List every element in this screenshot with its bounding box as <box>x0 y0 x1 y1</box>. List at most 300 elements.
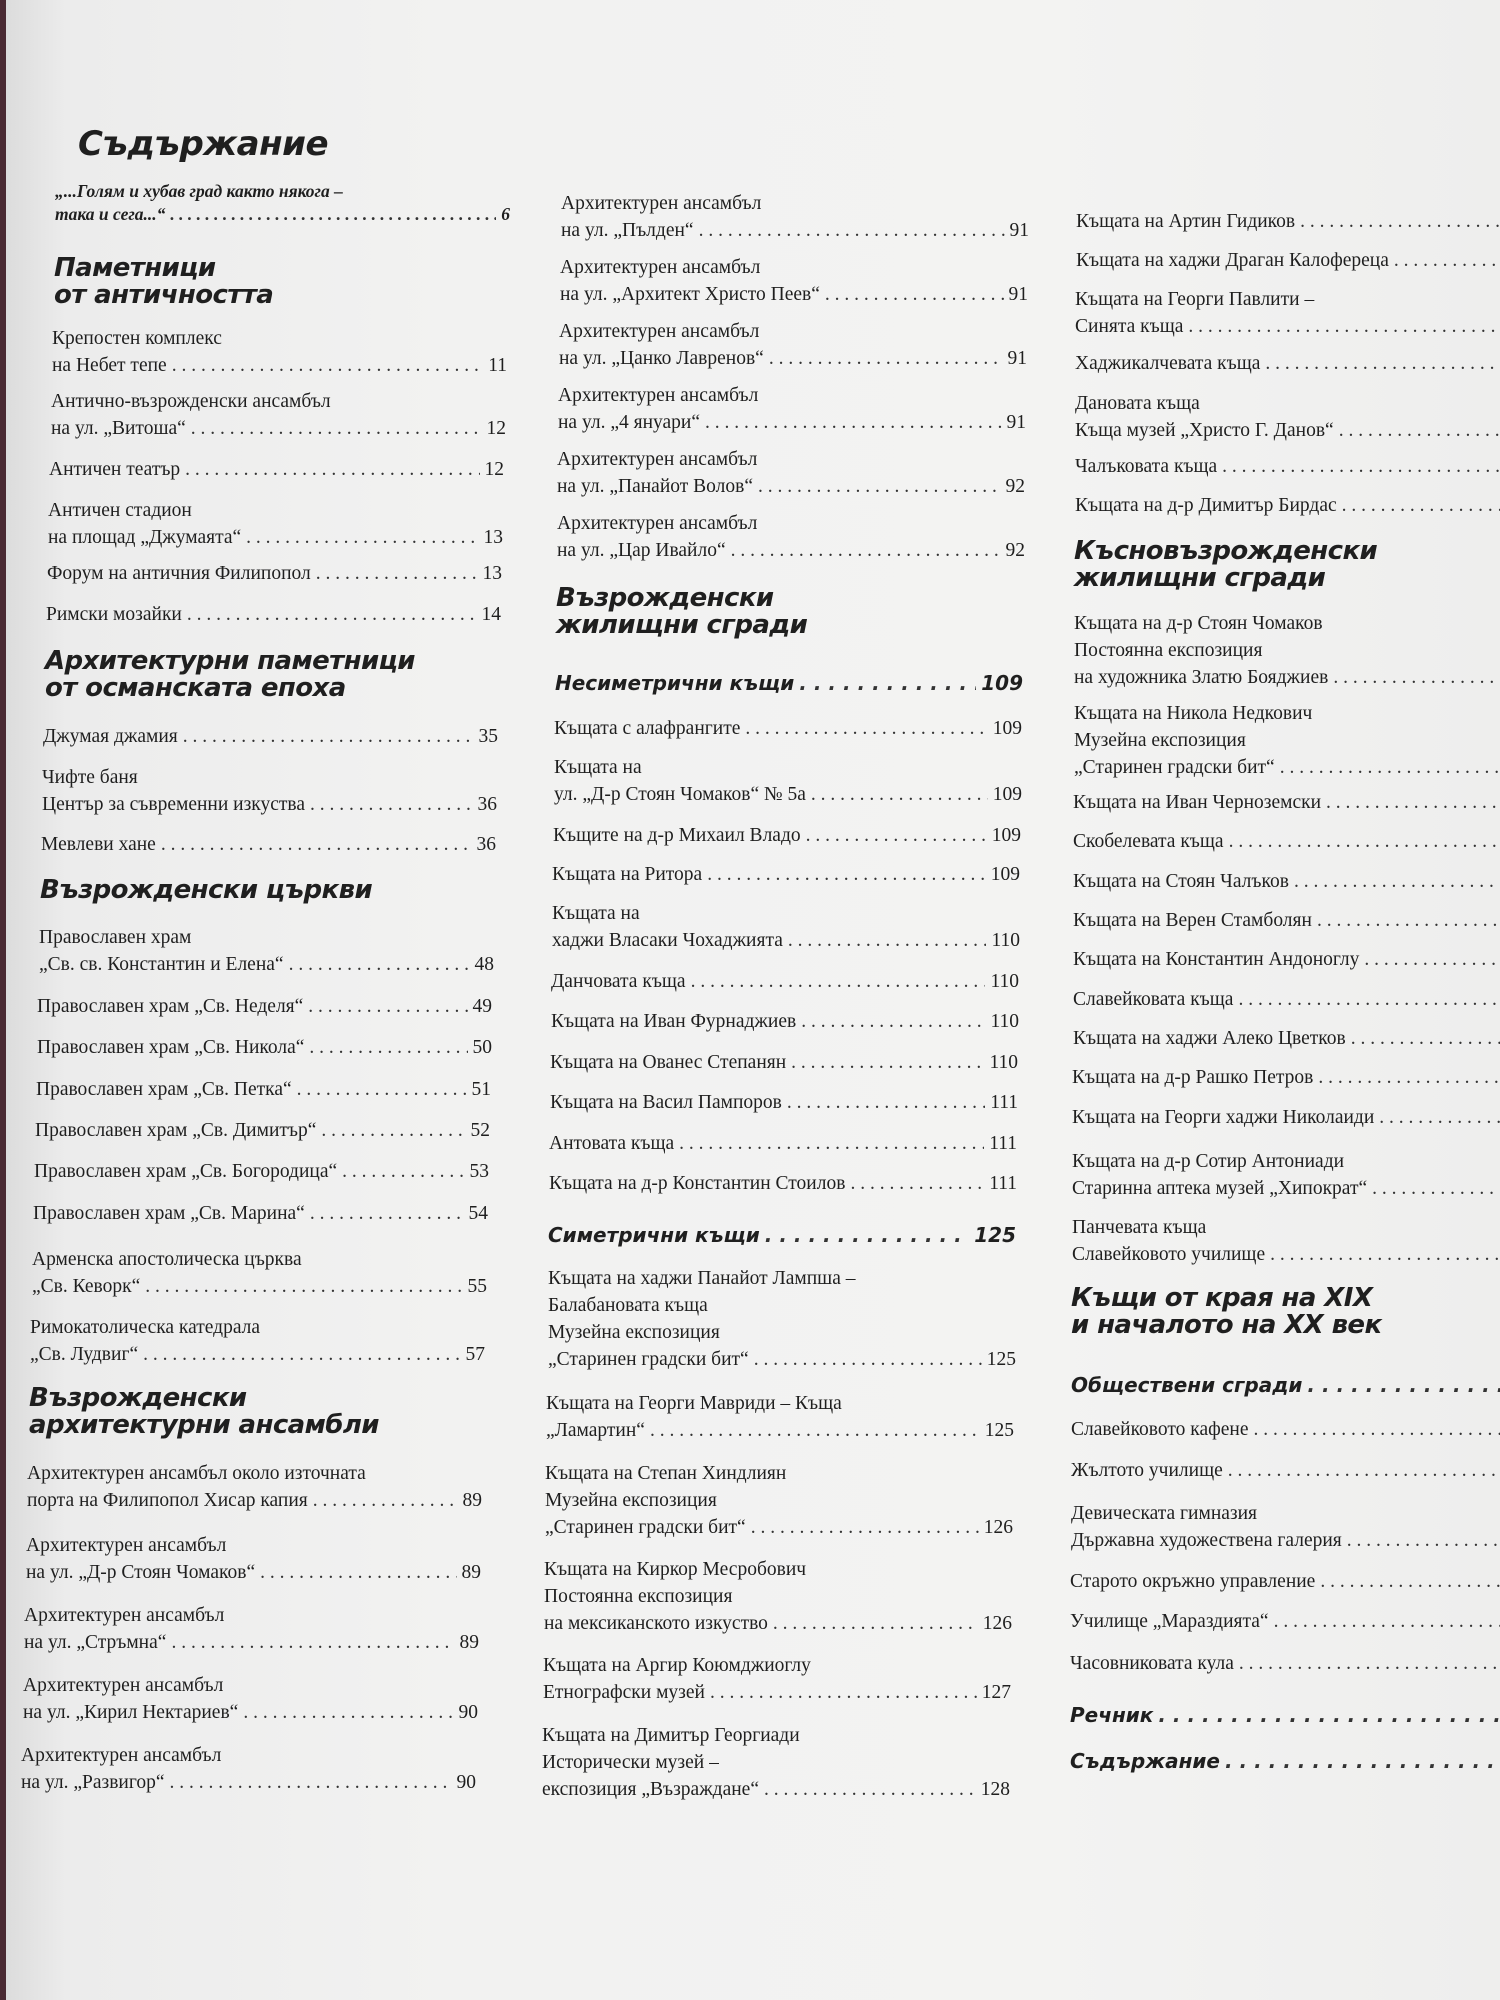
page-number: 109 <box>990 864 1020 885</box>
toc-subsection-entry[interactable] <box>1070 1702 1500 1729</box>
toc-entry[interactable] <box>1072 1214 1500 1268</box>
page-number: 90 <box>458 1702 478 1723</box>
page-number: 111 <box>989 1173 1017 1194</box>
toc-entry-title: Джумая джамия <box>43 726 178 747</box>
section-heading <box>1071 1285 1382 1339</box>
toc-entry-title: Православен храм „Св. Богородица“ <box>34 1161 338 1182</box>
toc-entry-title: на ул. „Развигор“ <box>21 1772 165 1793</box>
page-number: 111 <box>990 1092 1018 1113</box>
dot-leader <box>788 927 987 954</box>
dot-leader <box>1229 828 1500 855</box>
section-heading-line: Възрожденски <box>556 583 774 613</box>
section-heading-line: жилищни сгради <box>556 610 808 640</box>
toc-entry[interactable] <box>1073 789 1500 816</box>
toc-entry-title: Дановата къща <box>1075 393 1200 414</box>
dot-leader <box>679 1130 984 1157</box>
toc-entry-title: Архитектурен ансамбъл около източната <box>27 1463 366 1484</box>
toc-entry-title: Къщата на д-р Димитър Бирдас <box>1075 495 1337 516</box>
page-number: 91 <box>1006 412 1026 433</box>
toc-entry-title: Къща музей „Христо Г. Данов“ <box>1075 420 1334 441</box>
dot-leader <box>1318 1064 1500 1091</box>
toc-entry[interactable] <box>551 968 1019 995</box>
page-number: 13 <box>482 563 502 584</box>
page-number: 109 <box>992 784 1022 805</box>
section-heading <box>1074 538 1377 592</box>
dot-leader <box>1347 1527 1500 1554</box>
toc-entry-title: Къщата на хаджи Алеко Цветков <box>1073 1028 1346 1049</box>
page-number: 91 <box>1007 348 1027 369</box>
dot-leader <box>1342 492 1500 519</box>
toc-entry[interactable] <box>1070 1650 1500 1677</box>
toc-entry[interactable] <box>548 1265 1016 1373</box>
dot-leader <box>769 345 1003 372</box>
toc-entry[interactable] <box>542 1722 1010 1803</box>
toc-entry-title: Скобелевата къща <box>1073 831 1224 852</box>
page-number: 54 <box>468 1203 488 1224</box>
toc-entry[interactable] <box>554 715 1022 742</box>
dot-leader <box>1326 789 1500 816</box>
toc-entry-title: Славейковото училище <box>1072 1244 1266 1265</box>
dot-leader <box>825 281 1004 308</box>
toc-entry[interactable] <box>1076 208 1500 235</box>
dot-leader <box>707 861 986 888</box>
toc-entry[interactable] <box>552 861 1020 888</box>
toc-column-3 <box>1070 0 1500 2000</box>
toc-subsection-entry[interactable] <box>548 1222 1016 1249</box>
toc-entry[interactable] <box>559 318 1027 372</box>
dot-leader <box>191 415 482 442</box>
toc-entry-title: „Св. Лудвиг“ <box>30 1344 139 1365</box>
toc-entry-title: Данчовата къща <box>551 971 686 992</box>
page-number: 91 <box>1009 220 1029 241</box>
toc-entry[interactable] <box>23 1672 478 1726</box>
toc-column-2 <box>542 0 1031 2000</box>
dot-leader <box>1238 986 1500 1013</box>
toc-entry-title: Православен храм „Св. Никола“ <box>37 1037 305 1058</box>
toc-entry[interactable] <box>1072 1104 1500 1131</box>
dot-leader <box>791 1049 984 1076</box>
toc-entry-title: Античен стадион <box>48 500 192 521</box>
toc-entry[interactable] <box>1073 1025 1500 1052</box>
toc-entry[interactable] <box>26 1532 481 1586</box>
toc-entry-title: на художника Златю Бояджиев <box>1074 667 1329 688</box>
section-heading <box>40 877 372 904</box>
toc-entry[interactable] <box>30 1314 485 1368</box>
toc-entry-title: Православен храм „Св. Димитър“ <box>35 1120 317 1141</box>
toc-entry-title: Къщата на д-р Сотир Антониади <box>1072 1151 1345 1172</box>
toc-entry[interactable] <box>1074 610 1500 691</box>
toc-entry[interactable] <box>35 1117 490 1144</box>
toc-entry-title: на Небет тепе <box>52 355 167 376</box>
dot-leader <box>260 1559 456 1586</box>
toc-entry-title: Музейна експозиция <box>545 1490 717 1511</box>
page-number: 109 <box>981 671 1023 695</box>
toc-entry[interactable] <box>27 1460 482 1514</box>
toc-entry-title: на ул. „Цар Ивайло“ <box>557 540 726 561</box>
toc-entry-title: Архитектурен ансамбъл <box>21 1745 222 1766</box>
dot-leader <box>1188 313 1500 340</box>
dot-leader <box>313 1487 458 1514</box>
toc-entry[interactable] <box>36 1076 491 1103</box>
dot-leader <box>145 1273 462 1300</box>
toc-entry-title: Къщата на Ованес Степанян <box>550 1052 787 1073</box>
toc-entry-title: „Старинен градски бит“ <box>545 1517 746 1538</box>
toc-entry[interactable] <box>1076 247 1500 274</box>
toc-entry[interactable] <box>554 754 1022 808</box>
toc-subsection-entry[interactable] <box>555 670 1023 697</box>
toc-entry[interactable] <box>553 822 1021 849</box>
toc-entry-title: Архитектурен ансамбъл <box>24 1605 225 1626</box>
toc-entry-title: „Старинен градски бит“ <box>548 1349 749 1370</box>
toc-entry[interactable] <box>543 1652 1011 1706</box>
toc-entry-title: Център за съвременни изкуства <box>42 794 306 815</box>
toc-entry-title: Архитектурен ансамбъл <box>559 321 760 342</box>
page-number: 49 <box>472 996 492 1017</box>
dot-leader <box>172 352 484 379</box>
toc-entry-title: Къщата на хаджи Панайот Лампша – <box>548 1268 856 1289</box>
page-number: 110 <box>989 1052 1018 1073</box>
toc-entry[interactable] <box>1075 492 1500 519</box>
toc-entry-title: Синята къща <box>1075 316 1184 337</box>
dot-leader <box>1372 1175 1500 1202</box>
toc-entry[interactable] <box>1070 1608 1500 1635</box>
toc-entry[interactable] <box>561 190 1029 244</box>
toc-entry-title: Училище „Мараздията“ <box>1070 1611 1269 1632</box>
dot-leader <box>765 1222 969 1249</box>
dot-leader <box>811 781 988 808</box>
toc-entry-title: Обществени сгради <box>1071 1373 1303 1397</box>
toc-entry-title: Девическата гимназия <box>1071 1503 1258 1524</box>
page-number: 48 <box>474 954 494 975</box>
toc-entry[interactable] <box>49 456 504 483</box>
toc-entry-title: порта на Филипопол Хисар капия <box>27 1490 308 1511</box>
dot-leader <box>806 822 987 849</box>
toc-entry[interactable] <box>55 180 510 226</box>
dot-leader <box>1300 208 1500 235</box>
section-heading <box>45 648 415 702</box>
page-number: 128 <box>980 1779 1010 1800</box>
dot-leader <box>705 409 1001 436</box>
section-heading-line: Късновъзрожденски <box>1074 536 1378 566</box>
page-number: 110 <box>991 930 1020 951</box>
page-number: 50 <box>472 1037 492 1058</box>
toc-entry-title: ул. „Д-р Стоян Чомаков“ № 5а <box>554 784 806 805</box>
section-heading-line: от античността <box>54 280 274 310</box>
dot-leader <box>787 1089 985 1116</box>
dot-leader <box>309 1034 467 1061</box>
toc-entry-title: „Св. св. Константин и Елена“ <box>39 954 284 975</box>
toc-entry-title: Антовата къща <box>549 1133 675 1154</box>
toc-entry[interactable] <box>42 764 497 818</box>
dot-leader <box>699 217 1005 244</box>
toc-entry-title: Антично-възрожденски ансамбъл <box>51 391 331 412</box>
dot-leader <box>310 791 472 818</box>
dot-leader <box>710 1679 977 1706</box>
toc-entry[interactable] <box>552 900 1020 954</box>
toc-entry-title: Къщата с алафрангите <box>554 718 741 739</box>
toc-entry-title: Мевлеви хане <box>41 834 156 855</box>
toc-entry-title: Къщата на д-р Рашко Петров <box>1072 1067 1314 1088</box>
toc-entry-title: Къщата на Степан Хиндлиян <box>545 1463 787 1484</box>
dot-leader <box>342 1158 464 1185</box>
page-number: 36 <box>476 834 496 855</box>
toc-entry-title: Православен храм <box>39 927 192 948</box>
toc-entry-title: „...Голям и хубав град както някога – <box>55 181 343 201</box>
dot-leader <box>650 1417 980 1444</box>
toc-entry-title: Арменска апостолическа църква <box>32 1249 302 1270</box>
dot-leader <box>801 1008 985 1035</box>
toc-entry-title: Къщата на <box>552 903 640 924</box>
toc-entry-title: хаджи Власаки Чохаджията <box>552 930 783 951</box>
toc-entry[interactable] <box>544 1556 1012 1637</box>
page-number: 91 <box>1008 284 1028 305</box>
toc-entry-title: Архитектурен ансамбъл <box>557 449 758 470</box>
toc-entry-title: Славейковото кафене <box>1071 1419 1249 1440</box>
dot-leader <box>1225 1748 1500 1775</box>
page-number: 53 <box>469 1161 489 1182</box>
page-number: 110 <box>990 971 1019 992</box>
toc-entry-title: Къщата на Константин Андоноглу <box>1073 949 1360 970</box>
toc-entry-title: Православен храм „Св. Марина“ <box>33 1203 305 1224</box>
toc-entry[interactable] <box>39 924 494 978</box>
toc-entry[interactable] <box>560 254 1028 308</box>
toc-entry-title: Къщата на д-р Константин Стоилов <box>549 1173 846 1194</box>
toc-entry-title: Симетрични къщи <box>548 1223 760 1247</box>
toc-entry[interactable] <box>43 723 498 750</box>
page-number: 110 <box>990 1011 1019 1032</box>
dot-leader <box>1394 247 1500 274</box>
dot-leader <box>143 1341 460 1368</box>
toc-entry-title: Несиметрични къщи <box>555 671 795 695</box>
toc-entry[interactable] <box>21 1742 476 1796</box>
toc-entry[interactable] <box>37 993 492 1020</box>
toc-entry-title: на ул. „Цанко Лавренов“ <box>559 348 764 369</box>
toc-entry-title: на ул. „Кирил Нектариев“ <box>23 1702 239 1723</box>
dot-leader <box>1158 1702 1500 1729</box>
toc-entry-title: Къщата на хаджи Драган Калофереца <box>1076 250 1389 271</box>
toc-entry-title: Архитектурен ансамбъл <box>561 193 762 214</box>
toc-entry-title: Римски мозайки <box>46 604 182 625</box>
toc-entry[interactable] <box>48 497 503 551</box>
toc-entry-title: на ул. „Витоша“ <box>51 418 186 439</box>
toc-entry[interactable] <box>32 1246 487 1300</box>
toc-entry-title: на площад „Джумаята“ <box>48 527 242 548</box>
toc-entry[interactable] <box>47 560 502 587</box>
toc-entry[interactable] <box>33 1200 488 1227</box>
toc-entry[interactable] <box>1075 286 1500 340</box>
toc-entry[interactable] <box>545 1460 1013 1541</box>
toc-entry[interactable] <box>546 1390 1014 1444</box>
dot-leader <box>1239 1650 1500 1677</box>
toc-entry-title: на ул. „Пълден“ <box>561 220 694 241</box>
toc-entry-title: Архитектурен ансамбъл <box>557 513 758 534</box>
toc-entry[interactable] <box>1073 907 1500 934</box>
dot-leader <box>691 968 986 995</box>
toc-entry[interactable] <box>1070 1568 1500 1595</box>
toc-entry[interactable] <box>550 1089 1018 1116</box>
page-title: Съдържание <box>78 124 328 164</box>
toc-entry[interactable] <box>1072 1064 1500 1091</box>
page-number: 52 <box>470 1120 490 1141</box>
toc-entry-title: Часовниковата кула <box>1070 1653 1234 1674</box>
toc-entry-title: на ул. „Стръмна“ <box>24 1632 167 1653</box>
section-heading <box>556 585 807 639</box>
toc-entry-title: Къщата на Иван Черноземски <box>1073 792 1322 813</box>
toc-entry-title: Съдържание <box>1070 1749 1220 1773</box>
dot-leader <box>754 1346 982 1373</box>
dot-leader <box>297 1076 467 1103</box>
toc-entry-title: Римокатолическа катедрала <box>30 1317 261 1338</box>
dot-leader <box>1253 1416 1500 1443</box>
page-number: 125 <box>974 1223 1016 1247</box>
toc-entry-title: Православен храм „Св. Петка“ <box>36 1079 292 1100</box>
page-number: 14 <box>481 604 501 625</box>
toc-entry[interactable] <box>1073 828 1500 855</box>
toc-entry-title: Къщата на Киркор Месробович <box>544 1559 807 1580</box>
dot-leader <box>1270 1241 1500 1268</box>
toc-entry-title: Къщата на Васил Пампоров <box>550 1092 782 1113</box>
section-heading-line: жилищни сгради <box>1074 563 1326 593</box>
toc-entry-title: Хаджикалчевата къща <box>1075 353 1261 374</box>
section-heading-line: от османската епоха <box>45 673 346 703</box>
page-number: 13 <box>483 527 503 548</box>
toc-entry[interactable] <box>1071 1500 1500 1554</box>
toc-entry[interactable] <box>1075 453 1500 480</box>
dot-leader <box>764 1776 976 1803</box>
page-number: 111 <box>989 1133 1017 1154</box>
toc-entry[interactable] <box>34 1158 489 1185</box>
toc-entry[interactable] <box>52 325 507 379</box>
toc-entry-title: Панчевата къща <box>1072 1217 1207 1238</box>
section-heading-line: Възрожденски църкви <box>40 875 373 905</box>
dot-leader <box>1265 350 1500 377</box>
toc-entry-title: Държавна художествена галерия <box>1071 1530 1342 1551</box>
toc-entry-title: Къщата на <box>554 757 642 778</box>
toc-entry[interactable] <box>549 1130 1017 1157</box>
toc-entry-title: Исторически музей – <box>542 1752 719 1773</box>
toc-entry-title: Къщата на Никола Недкович <box>1074 703 1313 724</box>
section-heading <box>54 255 273 309</box>
toc-entry-title: Къщата на Аргир Коюмджиоглу <box>543 1655 811 1676</box>
toc-subsection-entry[interactable] <box>1070 1748 1500 1775</box>
toc-entry[interactable] <box>550 1049 1018 1076</box>
toc-entry-title: на ул. „Архитект Христо Пеев“ <box>560 284 820 305</box>
section-heading-line: Паметници <box>54 253 216 283</box>
toc-entry-title: Архитектурен ансамбъл <box>558 385 759 406</box>
toc-entry-title: Постоянна експозиция <box>1074 640 1263 661</box>
dot-leader <box>171 1629 454 1656</box>
dot-leader <box>1222 453 1500 480</box>
toc-entry[interactable] <box>557 510 1025 564</box>
toc-entry-title: Форум на античния Филипопол <box>47 563 311 584</box>
page-number: 51 <box>471 1079 491 1100</box>
section-heading-line: архитектурни ансамбли <box>29 1410 379 1440</box>
page-number: 126 <box>982 1613 1012 1634</box>
toc-entry-title: експозиция „Възраждане“ <box>542 1779 759 1800</box>
toc-entry-title: Музейна експозиция <box>1074 730 1246 751</box>
toc-entry[interactable] <box>557 446 1025 500</box>
dot-leader <box>170 1769 452 1796</box>
dot-leader <box>773 1610 978 1637</box>
toc-entry-title: Къщата на Артин Гидиков <box>1076 211 1296 232</box>
toc-entry-title: Славейковата къща <box>1073 989 1234 1010</box>
page-number: 109 <box>992 718 1022 739</box>
dot-leader <box>289 951 470 978</box>
toc-entry-title: „Св. Кеворк“ <box>32 1276 141 1297</box>
toc-entry[interactable] <box>1075 350 1500 377</box>
dot-leader <box>731 537 1001 564</box>
toc-entry-title: Чифте баня <box>42 767 138 788</box>
toc-entry-title: Къщата на Иван Фурнаджиев <box>551 1011 797 1032</box>
section-heading-line: Къщи от края на XIX <box>1071 1283 1373 1313</box>
toc-entry-title: Старото окръжно управление <box>1070 1571 1316 1592</box>
toc-entry[interactable] <box>1073 986 1500 1013</box>
toc-entry[interactable] <box>1073 946 1500 973</box>
toc-subsection-entry[interactable] <box>1071 1372 1500 1399</box>
toc-entry-title: на ул. „Панайот Волов“ <box>557 476 753 497</box>
toc-entry-title: Къщата на Георги Павлити – <box>1075 289 1315 310</box>
dot-leader <box>246 524 478 551</box>
toc-entry[interactable] <box>549 1170 1017 1197</box>
toc-entry-title: Къщата на Георги хаджи Николаиди <box>1072 1107 1375 1128</box>
page-number: 6 <box>501 204 510 224</box>
toc-entry-title: Архитектурен ансамбъл <box>560 257 761 278</box>
toc-entry[interactable] <box>51 388 506 442</box>
dot-leader <box>1339 417 1500 444</box>
section-heading-line: Архитектурни паметници <box>45 646 415 676</box>
toc-entry[interactable] <box>551 1008 1019 1035</box>
section-heading-line: Възрожденски <box>29 1383 247 1413</box>
toc-entry-title: Къщата на д-р Стоян Чомаков <box>1074 613 1323 634</box>
toc-entry[interactable] <box>46 601 501 628</box>
dot-leader <box>1379 1104 1500 1131</box>
page-number: 36 <box>477 794 497 815</box>
toc-entry[interactable] <box>1073 868 1500 895</box>
toc-entry[interactable] <box>1075 390 1500 444</box>
dot-leader <box>1280 754 1500 781</box>
toc-entry[interactable] <box>1071 1457 1500 1484</box>
toc-entry[interactable] <box>1071 1416 1500 1443</box>
page-number: 12 <box>484 459 504 480</box>
page-number: 125 <box>984 1420 1014 1441</box>
dot-leader <box>183 723 474 750</box>
dot-leader <box>1307 1372 1500 1399</box>
toc-entry-title: Къщата на Верен Стамболян <box>1073 910 1312 931</box>
toc-entry[interactable] <box>37 1034 492 1061</box>
toc-entry[interactable] <box>41 831 496 858</box>
toc-entry-title: Речник <box>1070 1703 1154 1727</box>
toc-entry-title: Жълтото училище <box>1071 1460 1223 1481</box>
page-number: 89 <box>459 1632 479 1653</box>
dot-leader <box>310 1200 464 1227</box>
toc-entry-title: Православен храм „Св. Неделя“ <box>37 996 304 1017</box>
toc-column-1 <box>21 0 511 2000</box>
dot-leader <box>243 1699 453 1726</box>
dot-leader <box>1320 1568 1500 1595</box>
toc-entry-title: Етнографски музей <box>543 1682 705 1703</box>
toc-entry-title: Постоянна експозиция <box>544 1586 733 1607</box>
dot-leader <box>751 1514 979 1541</box>
toc-entry[interactable] <box>24 1602 479 1656</box>
toc-entry[interactable] <box>1074 700 1500 781</box>
page-number: 92 <box>1005 540 1025 561</box>
toc-entry[interactable] <box>1072 1148 1500 1202</box>
toc-entry-title: на ул. „4 януари“ <box>558 412 701 433</box>
toc-entry[interactable] <box>558 382 1026 436</box>
dot-leader <box>170 203 496 226</box>
toc-entry-title: Къщата на Димитър Георгиади <box>542 1725 800 1746</box>
section-heading <box>29 1385 379 1439</box>
